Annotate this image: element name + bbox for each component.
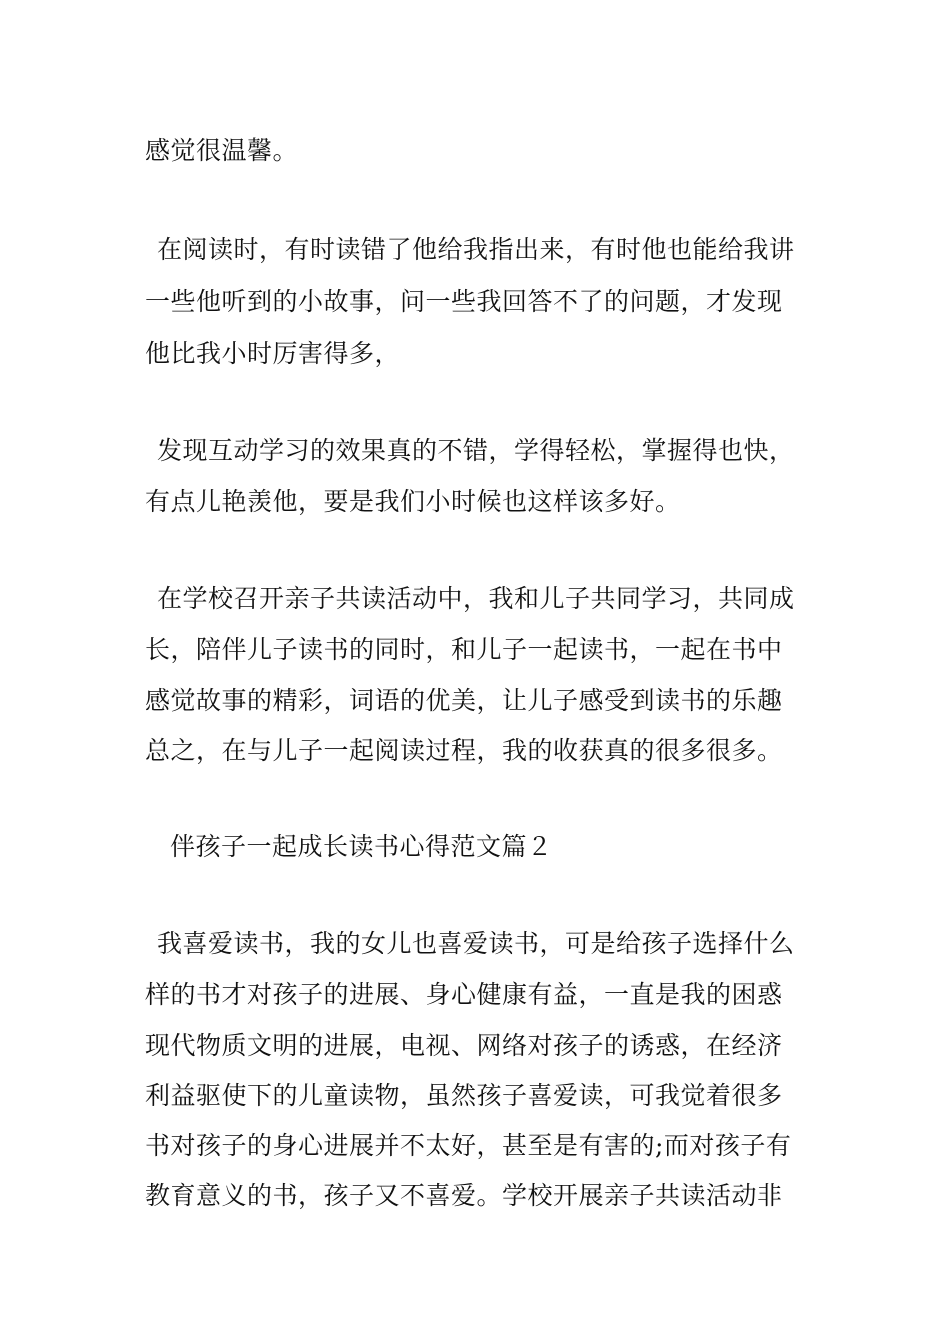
paragraph-4-line-4: 总之，在与儿子一起阅读过程，我的收获真的很多很多。 (145, 736, 783, 765)
section-heading: 伴孩子一起成长读书心得范文篇２ (170, 832, 553, 861)
paragraph-3-line-1: 发现互动学习的效果真的不错，学得轻松，掌握得也快， (157, 436, 795, 465)
paragraph-6-line-2: 样的书才对孩子的进展、身心健康有益，一直是我的困惑 (145, 980, 783, 1009)
paragraph-6-line-1: 我喜爱读书，我的女儿也喜爱读书，可是给孩子选择什么 (157, 929, 795, 958)
paragraph-4-line-3: 感觉故事的精彩，词语的优美，让儿子感受到读书的乐趣 (145, 686, 783, 715)
paragraph-4-line-1: 在学校召开亲子共读活动中，我和儿子共同学习，共同成 (157, 584, 795, 613)
paragraph-6-line-5: 书对孩子的身心进展并不太好，甚至是有害的;而对孩子有 (145, 1131, 792, 1160)
paragraph-2-line-1: 在阅读时，有时读错了他给我指出来，有时他也能给我讲 (157, 235, 795, 264)
paragraph-3-line-2: 有点儿艳羡他，要是我们小时候也这样该多好。 (145, 487, 681, 516)
paragraph-1-line-1: 感觉很温馨。 (145, 136, 299, 165)
paragraph-6-line-4: 利益驱使下的儿童读物，虽然孩子喜爱读，可我觉着很多 (145, 1081, 783, 1110)
paragraph-6-line-3: 现代物质文明的进展，电视、网络对孩子的诱惑，在经济 (145, 1031, 783, 1060)
paragraph-4-line-2: 长，陪伴儿子读书的同时，和儿子一起读书，一起在书中 (145, 635, 783, 664)
paragraph-6-line-6: 教育意义的书，孩子又不喜爱。学校开展亲子共读活动非 (145, 1181, 783, 1210)
paragraph-2-line-2: 一些他听到的小故事，问一些我回答不了的问题，才发现 (145, 287, 783, 316)
paragraph-2-line-3: 他比我小时厉害得多， (145, 339, 401, 368)
